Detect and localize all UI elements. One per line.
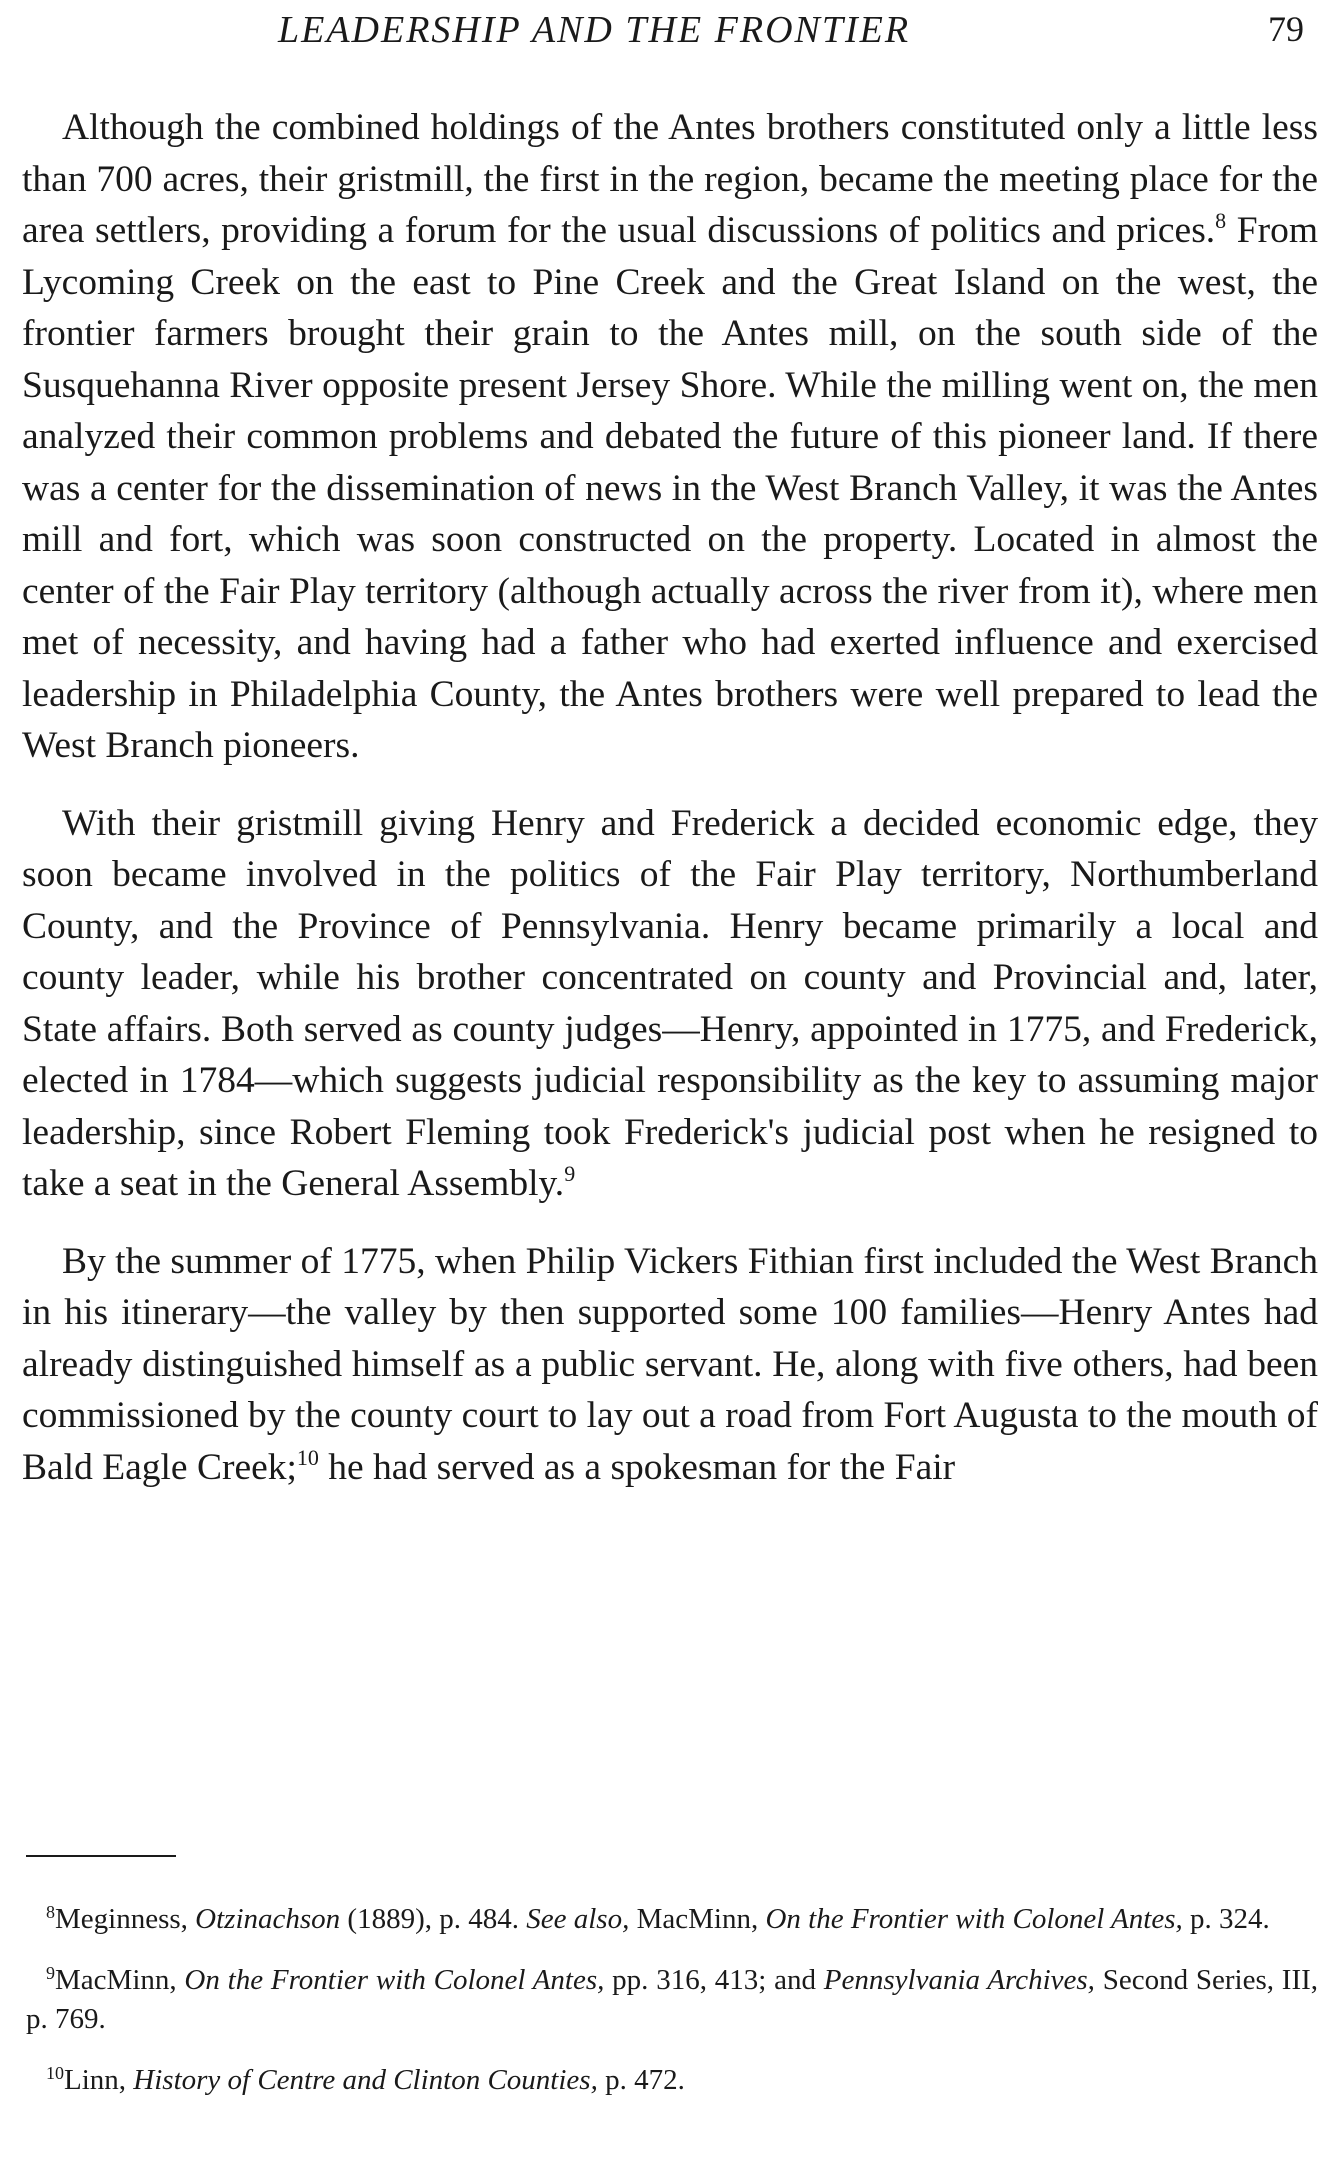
- paragraph-2: [22, 798, 1318, 1210]
- footnote-mark: 8: [46, 1902, 55, 1922]
- footnote-text: Linn,: [64, 2064, 134, 2096]
- footnote-9: [26, 1961, 1318, 2039]
- footnote-divider: [26, 1855, 176, 1857]
- footnote-mark: 10: [46, 2063, 64, 2083]
- footnote-text: p. 324.: [1182, 1903, 1270, 1935]
- paragraph-text: With their gristmill giving Henry and Frederick a decided economic edge, they soon became involved in the politics of the Fair Play territory, Northumberland County, and the Province of Pennsylvania. Henry became primarily a local and county leader, while his brother concentrated on county and Provincial and, later, State affairs. Both served as county judges—Henry, appointed in 1775, and Frederick, elected in 1784—which suggests judicial responsibility as the key to assuming major leadership, since Robert Fleming took Frederick's judicial post when he resigned to take a seat in the General Assembly.: [22, 802, 1318, 1204]
- footnote-reference: 10: [296, 1444, 319, 1470]
- footnote-title: Otzinachson: [195, 1903, 341, 1935]
- footnote-text: MacMinn,: [629, 1903, 766, 1935]
- paragraph-text: Although the combined holdings of the Antes brothers constituted only a little less than 700 acres, their gristmill, the first in the region, became the meeting place for the area settlers, providing a forum for the usual discussions of politics and prices.: [22, 107, 1318, 251]
- footnote-reference: 9: [564, 1161, 576, 1186]
- footnote-mark: 9: [46, 1963, 55, 1983]
- footnotes: [26, 1900, 1318, 2122]
- footnote-title: Pennsylvania Archives,: [823, 1964, 1095, 1996]
- footnote-text: pp. 316, 413; and: [604, 1964, 824, 1996]
- paragraph-3: [22, 1236, 1318, 1494]
- running-head: [0, 8, 1340, 58]
- page-number: 79: [1268, 9, 1304, 49]
- footnote-title: On the Frontier with Colonel Antes,: [765, 1903, 1183, 1935]
- footnote-title: On the Frontier with Colonel Antes,: [184, 1964, 605, 1996]
- footnote-title: See also,: [526, 1903, 630, 1935]
- paragraph-text: From Lycoming Creek on the east to Pine Creek and the Great Island on the west, the frontier farmers brought their grain to the Antes mill, on the south side of the Susquehanna River opposite present Jersey Shore. While the milling went on, the men analyzed their common problems and debated the future of this pioneer land. If there was a center for the dissemination of news in the West Branch Valley, it was the Antes mill and fort, which was soon constructed on the property. Located in almost the center of the Fair Play territory (although actually across the river from it), where men met of necessity, and having had a father who had exerted influence and exercised leadership in Philadelphia County, the Antes brothers were well prepared to lead the West Branch pioneers.: [22, 210, 1318, 766]
- footnote-title: History of Centre and Clinton Counties,: [133, 2064, 598, 2096]
- footnote-text: Second Series, III, p. 769.: [26, 1964, 1319, 2035]
- footnote-10: [26, 2061, 1318, 2100]
- footnote-8: [26, 1900, 1318, 1939]
- body-text: [22, 102, 1318, 1493]
- footnote-text: p. 472.: [597, 2064, 685, 2096]
- footnote-text: Meginness,: [55, 1903, 196, 1935]
- paragraph-text: he had served as a spokesman for the Fair: [318, 1446, 956, 1488]
- footnote-text: (1889), p. 484.: [340, 1903, 527, 1935]
- footnote-text: MacMinn,: [55, 1964, 185, 1996]
- footnote-reference: 8: [1215, 208, 1227, 233]
- paragraph-text: By the summer of 1775, when Philip Vickers Fithian first included the West Branch in his itinerary—the valley by then supported some 100 families—Henry Antes had already distinguished himself as a public servant. He, along with five others, had been commissioned by the county court to lay out a road from Fort Augusta to the mouth of Bald Eagle Creek;: [22, 1240, 1318, 1488]
- paragraph-1: [22, 102, 1318, 772]
- running-title: LEADERSHIP AND THE FRONTIER: [278, 9, 911, 51]
